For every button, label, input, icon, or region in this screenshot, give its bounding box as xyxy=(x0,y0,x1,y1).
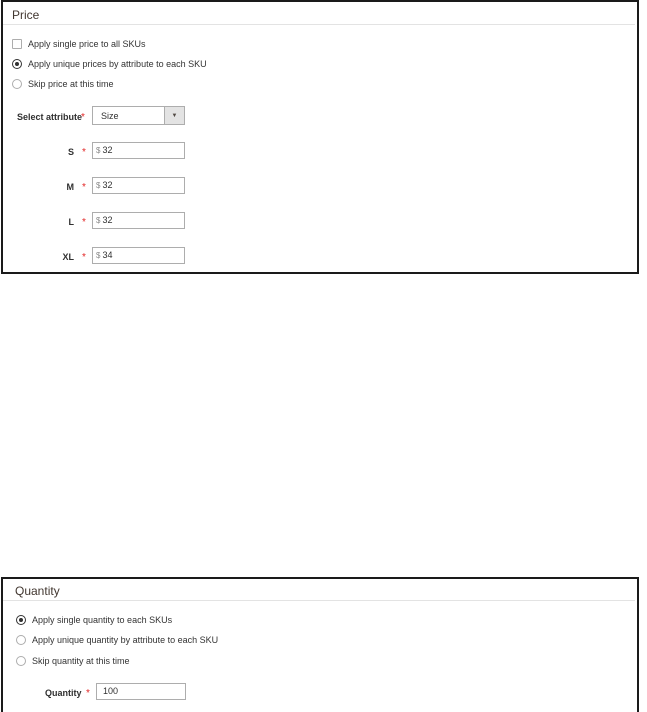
skip-price-label: Skip price at this time xyxy=(28,79,114,89)
size-xl-label: XL xyxy=(62,252,74,262)
quantity-required-mark: * xyxy=(86,688,90,699)
quantity-value: 100 xyxy=(103,686,119,696)
size-s-required-mark: * xyxy=(82,147,86,158)
quantity-panel xyxy=(1,577,639,712)
currency-symbol: $ xyxy=(96,216,101,225)
select-attribute-value: Size xyxy=(101,110,119,121)
size-l-price-input[interactable] xyxy=(92,212,185,229)
select-attribute-dropdown[interactable] xyxy=(92,106,185,125)
apply-single-quantity-option[interactable] xyxy=(16,613,172,627)
size-m-price-input[interactable] xyxy=(92,177,185,194)
skip-quantity-option[interactable] xyxy=(16,654,130,668)
skip-price-radio[interactable] xyxy=(12,79,22,89)
apply-unique-quantity-option[interactable] xyxy=(16,633,218,647)
skip-price-option[interactable] xyxy=(12,77,114,91)
size-l-required-mark: * xyxy=(82,217,86,228)
size-l-label: L xyxy=(68,217,74,227)
quantity-label: Quantity xyxy=(45,688,82,698)
skip-quantity-label: Skip quantity at this time xyxy=(32,656,130,666)
apply-single-quantity-label: Apply single quantity to each SKUs xyxy=(32,615,173,625)
apply-single-price-label: Apply single price to all SKUs xyxy=(28,39,146,49)
currency-symbol: $ xyxy=(96,146,101,155)
size-m-price-value: 32 xyxy=(102,180,113,190)
apply-unique-prices-label: Apply unique prices by attribute to each SKU xyxy=(28,59,207,69)
size-s-price-input[interactable] xyxy=(92,142,185,159)
apply-single-price-option[interactable] xyxy=(12,37,146,51)
skip-quantity-radio[interactable] xyxy=(16,656,26,666)
quantity-section-title: Quantity xyxy=(3,579,635,601)
select-attribute-required-mark: * xyxy=(81,112,85,123)
apply-single-quantity-radio[interactable] xyxy=(16,615,26,625)
apply-unique-prices-option[interactable] xyxy=(12,57,207,71)
currency-symbol: $ xyxy=(96,251,101,260)
chevron-down-icon[interactable]: ▼ xyxy=(164,107,184,124)
size-m-required-mark: * xyxy=(82,182,86,193)
currency-symbol: $ xyxy=(96,181,101,190)
price-panel xyxy=(1,0,639,274)
select-attribute-label: Select attribute xyxy=(17,112,83,122)
size-xl-price-value: 34 xyxy=(102,250,113,260)
size-s-price-value: 32 xyxy=(102,145,113,155)
price-section-title: Price xyxy=(3,2,635,25)
size-s-label: S xyxy=(67,147,74,157)
quantity-input[interactable] xyxy=(96,683,186,700)
apply-unique-quantity-radio[interactable] xyxy=(16,635,26,645)
apply-unique-quantity-label: Apply unique quantity by attribute to each SKU xyxy=(32,635,219,645)
size-xl-required-mark: * xyxy=(82,252,86,263)
size-xl-price-input[interactable] xyxy=(92,247,185,264)
apply-unique-prices-radio[interactable] xyxy=(12,59,22,69)
size-l-price-value: 32 xyxy=(102,215,113,225)
apply-single-price-checkbox[interactable] xyxy=(12,39,22,49)
size-m-label: M xyxy=(66,182,74,192)
